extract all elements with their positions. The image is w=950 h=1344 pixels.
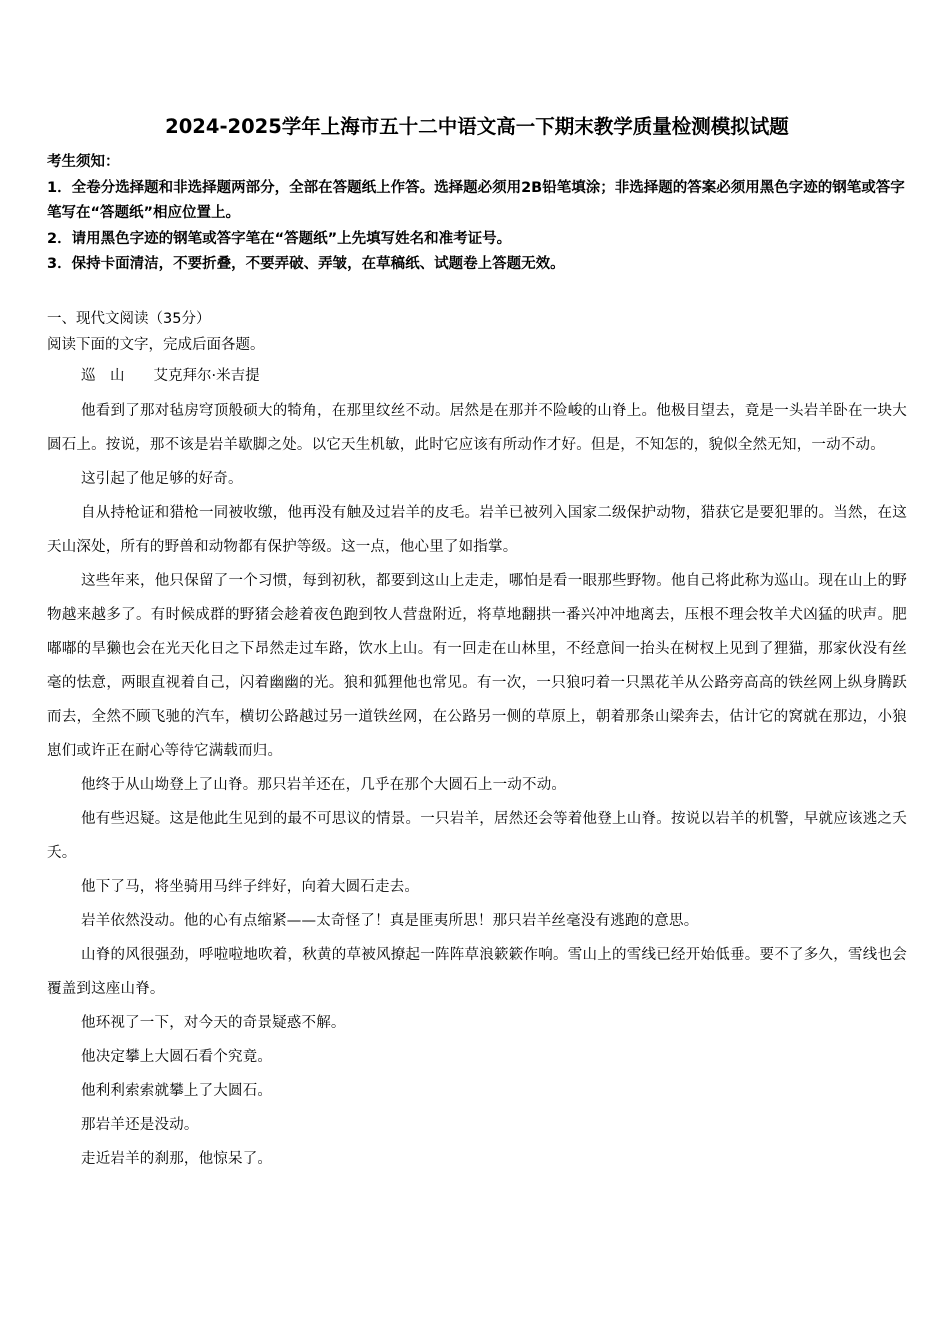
article-paragraph: 山脊的风很强劲，呼啦啦地吹着，秋黄的草被风撩起一阵阵草浪簌簌作响。雪山上的雪线已经开始低垂。要不了多久，雪线也会覆盖到这座山脊。: [47, 946, 907, 997]
notice-heading: 考生须知：: [47, 154, 120, 170]
article-paragraph: 这些年来，他只保留了一个习惯，每到初秋，都要到这山上走走，哪怕是看一眼那些野物。他自己将此称为巡山。现在山上的野物越来越多了。有时候成群的野猪会趁着夜色跑到牧人营盘附近，将草地翻拱一番兴冲冲地离去，压根不理会牧羊犬凶猛的吠声。肥嘟嘟的旱獭也会在光天化日之下昂然走过车路，饮水上山。有一回走在山林里，不经意间一抬头在树杈上见到了狸猫，那家伙没有丝毫的怯意，两眼直视着自己，闪着幽幽的光。狼和狐狸他也常见。有一次，一只狼叼着一只黑花羊从公路旁高高的铁丝网上纵身腾跃而去，全然不顾飞驰的汽车，横切公路越过另一道铁丝网，在公路另一侧的草原上，朝着那条山梁奔去，估计它的窝就在那边，小狼崽们或许正在耐心等待它满载而归。: [47, 572, 907, 759]
section-heading: 一、现代文阅读（35分）: [47, 310, 211, 327]
exam-title: 2024-2025学年上海市五十二中语文高一下期末教学质量检测模拟试题: [165, 115, 789, 138]
article-title-author: 巡 山 艾克拜尔·米吉提: [81, 367, 260, 384]
reading-instruction: 阅读下面的文字，完成后面各题。: [47, 336, 265, 353]
article-paragraph: 自从持枪证和猎枪一同被收缴，他再没有触及过岩羊的皮毛。岩羊已被列入国家二级保护动物，猎获它是要犯罪的。当然，在这天山深处，所有的野兽和动物都有保护等级。这一点，他心里了如指掌。: [47, 504, 907, 555]
article-paragraph: 这引起了他足够的好奇。: [81, 470, 243, 487]
article-paragraph: 他下了马，将坐骑用马绊子绊好，向着大圆石走去。: [81, 878, 420, 895]
article-paragraph: 那岩羊还是没动。: [81, 1116, 199, 1133]
article-paragraph: 他有些迟疑。这是他此生见到的最不可思议的情景。一只岩羊，居然还会等着他登上山脊。按说以岩羊的机警，早就应该逃之夭夭。: [47, 810, 907, 861]
exam-page: [47, 112, 907, 1176]
article-paragraph: 他环视了一下，对今天的奇景疑惑不解。: [81, 1014, 346, 1031]
article-paragraph: 他利利索索就攀上了大圆石。: [81, 1082, 273, 1099]
article-paragraph: 他决定攀上大圆石看个究竟。: [81, 1048, 273, 1065]
article-paragraph: 他看到了那对毡房穹顶般硕大的犄角，在那里纹丝不动。居然是在那并不险峻的山脊上。他极目望去，竟是一头岩羊卧在一块大圆石上。按说，那不该是岩羊歇脚之处。以它天生机敏，此时它应该有所动作才好。但是，不知怎的，貌似全然无知，一动不动。: [47, 402, 907, 453]
article-paragraph: 岩羊依然没动。他的心有点缩紧——太奇怪了！真是匪夷所思！那只岩羊丝毫没有逃跑的意思。: [81, 912, 699, 929]
notice-item-1: 1．全卷分选择题和非选择题两部分，全部在答题纸上作答。选择题必须用2B铅笔填涂；非选择题的答案必须用黑色字迹的钢笔或答字笔写在“答题纸”相应位置上。: [47, 179, 905, 221]
article-paragraph: 他终于从山坳登上了山脊。那只岩羊还在，几乎在那个大圆石上一动不动。: [81, 776, 567, 793]
article-body: [47, 394, 907, 1176]
article-paragraph: 走近岩羊的刹那，他惊呆了。: [81, 1150, 273, 1167]
notice-item-2: 2．请用黑色字迹的钢笔或答字笔在“答题纸”上先填写姓名和准考证号。: [47, 230, 512, 247]
notice-item-3: 3．保持卡面清洁，不要折叠，不要弄破、弄皱，在草稿纸、试题卷上答题无效。: [47, 256, 565, 272]
candidate-notice: [47, 150, 907, 278]
